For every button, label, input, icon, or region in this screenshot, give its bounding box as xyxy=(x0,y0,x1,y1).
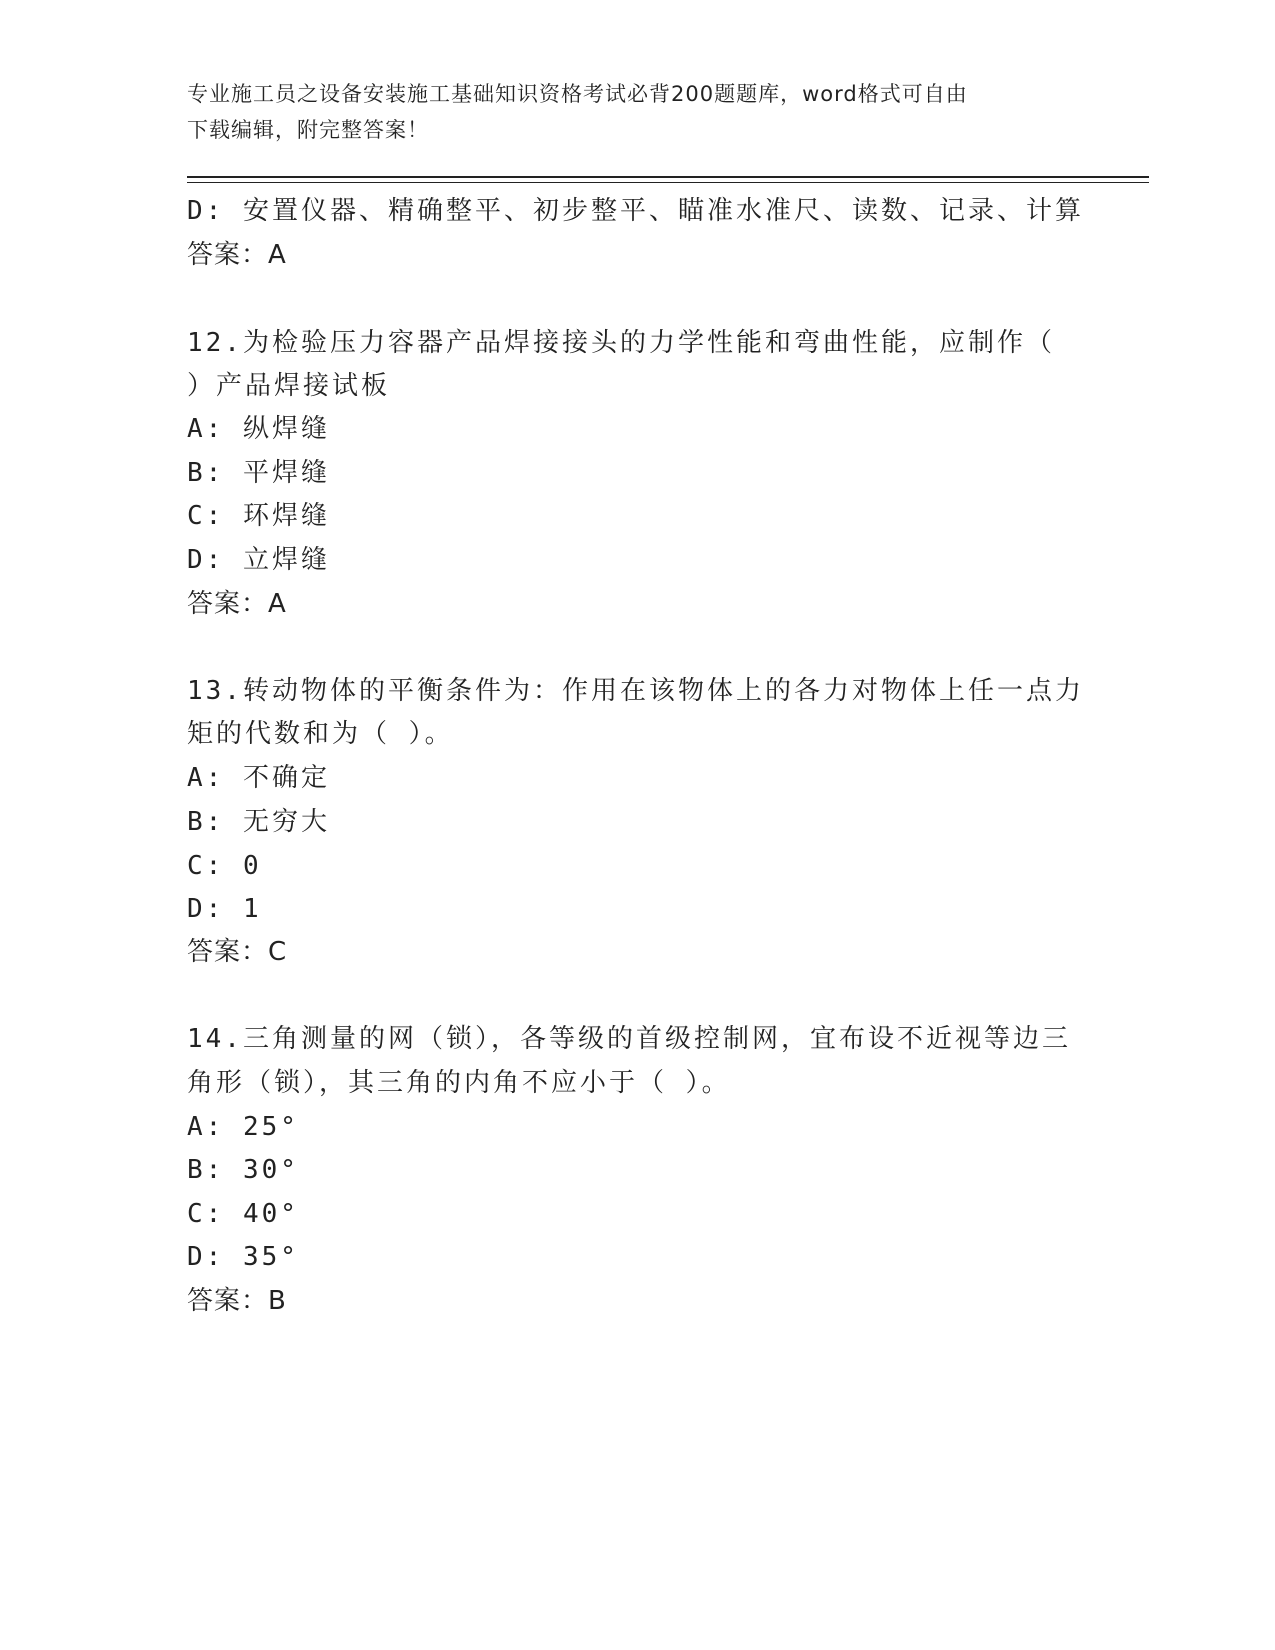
q13-option-b: B: 无穷大 xyxy=(187,807,330,837)
document-header xyxy=(187,76,1067,148)
q12-answer: 答案：A xyxy=(187,589,287,619)
q14-option-a: A: 25° xyxy=(187,1112,299,1142)
q12-stem-line-1: 12.为检验压力容器产品焊接接头的力学性能和弯曲性能，应制作（ xyxy=(187,328,1055,358)
q14-option-b: B: 30° xyxy=(187,1155,299,1185)
header-divider-thin xyxy=(187,182,1149,183)
q13-option-a: A: 不确定 xyxy=(187,763,330,793)
header-line-1: 专业施工员之设备安装施工基础知识资格考试必背200题题库，word格式可自由 xyxy=(187,82,968,106)
header-divider-thick xyxy=(187,176,1149,178)
q11-option-d: D: 安置仪器、精确整平、初步整平、瞄准水准尺、读数、记录、计算 xyxy=(187,196,1084,226)
q12-option-a: A: 纵焊缝 xyxy=(187,414,330,444)
q12-option-c: C: 环焊缝 xyxy=(187,501,330,531)
q13-answer: 答案：C xyxy=(187,937,288,967)
q12-option-b: B: 平焊缝 xyxy=(187,458,330,488)
q14-option-d: D: 35° xyxy=(187,1242,299,1272)
q14-stem-line-1: 14.三角测量的网（锁），各等级的首级控制网，宜布设不近视等边三 xyxy=(187,1024,1071,1054)
q13-stem-line-1: 13.转动物体的平衡条件为：作用在该物体上的各力对物体上任一点力 xyxy=(187,676,1084,706)
q11-answer: 答案：A xyxy=(187,240,287,270)
q14-option-c: C: 40° xyxy=(187,1199,299,1229)
q13-stem-line-2: 矩的代数和为（ ）。 xyxy=(187,719,454,749)
q13-option-c: C: 0 xyxy=(187,851,262,881)
q13-option-d: D: 1 xyxy=(187,894,262,924)
header-line-2: 下载编辑，附完整答案！ xyxy=(187,118,429,142)
q12-stem-line-2: ）产品焊接试板 xyxy=(187,371,391,401)
q14-stem-line-2: 角形（锁），其三角的内角不应小于（ ）。 xyxy=(187,1068,731,1098)
q14-answer: 答案：B xyxy=(187,1286,287,1316)
q12-option-d: D: 立焊缝 xyxy=(187,545,330,575)
